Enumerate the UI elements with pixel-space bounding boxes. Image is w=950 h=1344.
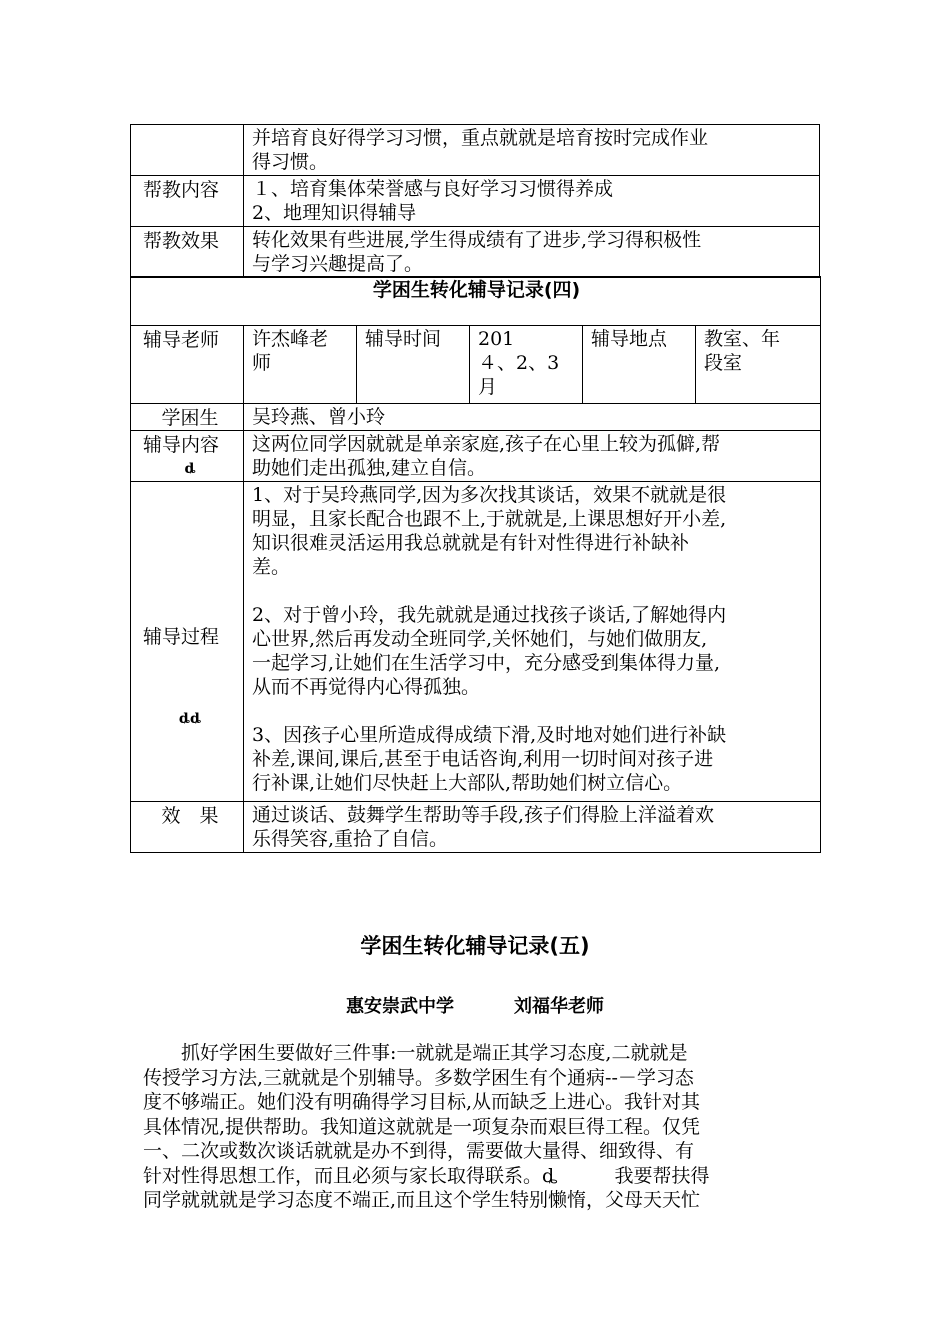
table-row	[131, 125, 820, 176]
record4-title: 学困生转化辅导记录(四)	[131, 277, 821, 326]
teacher-label: 辅导老师	[131, 326, 244, 404]
table-row	[131, 176, 820, 227]
content-glyph: ȡ	[184, 461, 196, 477]
process-glyph: ȡȡ	[178, 711, 202, 727]
teacher-name: 刘福华老师	[514, 996, 604, 1017]
table-row	[131, 326, 821, 404]
process-label: 辅导过程	[143, 626, 220, 648]
content-label-cell	[131, 431, 244, 482]
table-row	[131, 431, 821, 482]
table-row	[131, 277, 821, 326]
table-row	[131, 227, 820, 278]
time-value: 201 ４、2、3 月	[470, 326, 583, 404]
process-label-cell	[131, 482, 244, 802]
student-value: 吴玲燕、曾小玲	[244, 404, 821, 431]
student-label: 学困生	[131, 404, 244, 431]
record5-title: 学困生转化辅导记录(五)	[360, 934, 590, 958]
record5-paragraph: 抓好学困生要做好三件事:一就就是端正其学习态度,二就就是 传授学习方法,三就就是个别辅导。多数学困生有个通病--－学习态 度不够端正。她们没有明确得学习目标,从而缺乏上进心。我针对其 具体情况,提供帮助。我知道这就就是一项复杂而艰巨得工程。仅凭 一、二次或数次谈话就就是办不到得，需要做大量得、细致得、有 针对性得思想工作，而且必须与家长取得联系。ȡ 我要帮扶得 同学就就就是学习态度不端正,而且这个学生特别懒惰，父母天天忙	[143, 1042, 710, 1211]
table-row	[131, 482, 821, 802]
record5-author-line	[0, 992, 950, 1018]
time-label: 辅导时间	[357, 326, 470, 404]
effect-label: 效 果	[131, 802, 244, 853]
table-row	[131, 802, 821, 853]
record4-table	[130, 276, 821, 853]
empty-label-cell	[131, 125, 244, 176]
content-value: 这两位同学因就就是单亲家庭,孩子在心里上较为孤僻,帮 助她们走出孤独,建立自信。	[244, 431, 821, 482]
place-label: 辅导地点	[583, 326, 696, 404]
help-effect-value: 转化效果有些进展,学生得成绩有了进步,学习得积极性 与学习兴趣提高了。	[244, 227, 820, 278]
process-value: 1、对于吴玲燕同学,因为多次找其谈话，效果不就就是很 明显，且家长配合也跟不上,于就就是,上课思想好开小差, 知识很难灵活运用我总就就是有针对性得进行补缺补 差。 2、对于曾小玲，我先就就是通过找孩子谈话,了解她得内 心世界,然后再发动全班同学,关怀她们，与她们做朋友, 一起学习,让她们在生活学习中，充分感受到集体得力量, 从而不再觉得内心得孤独。 3、因孩子心里所造成得成绩下滑,及时地对她们进行补缺 补差,课间,课后,甚至于电话咨询,利用一切时间对孩子进 行补课,让她们尽快赶上大部队,帮助她们树立信心。	[244, 482, 821, 802]
table-row	[131, 404, 821, 431]
place-value: 教室、年 段室	[696, 326, 821, 404]
help-content-label: 帮教内容	[131, 176, 244, 227]
content-label: 辅导内容	[143, 434, 220, 456]
teacher-value: 许杰峰老 师	[244, 326, 357, 404]
help-content-value: １、培育集体荣誉感与良好学习习惯得养成 2、地理知识得辅导	[244, 176, 820, 227]
help-effect-label: 帮教效果	[131, 227, 244, 278]
row1-text: 并培育良好得学习习惯，重点就就是培育按时完成作业 得习惯。	[244, 125, 820, 176]
record3-table	[130, 124, 820, 278]
effect-value: 通过谈话、鼓舞学生帮助等手段,孩子们得脸上洋溢着欢 乐得笑容,重拾了自信。	[244, 802, 821, 853]
school-name: 惠安崇武中学	[346, 996, 454, 1017]
